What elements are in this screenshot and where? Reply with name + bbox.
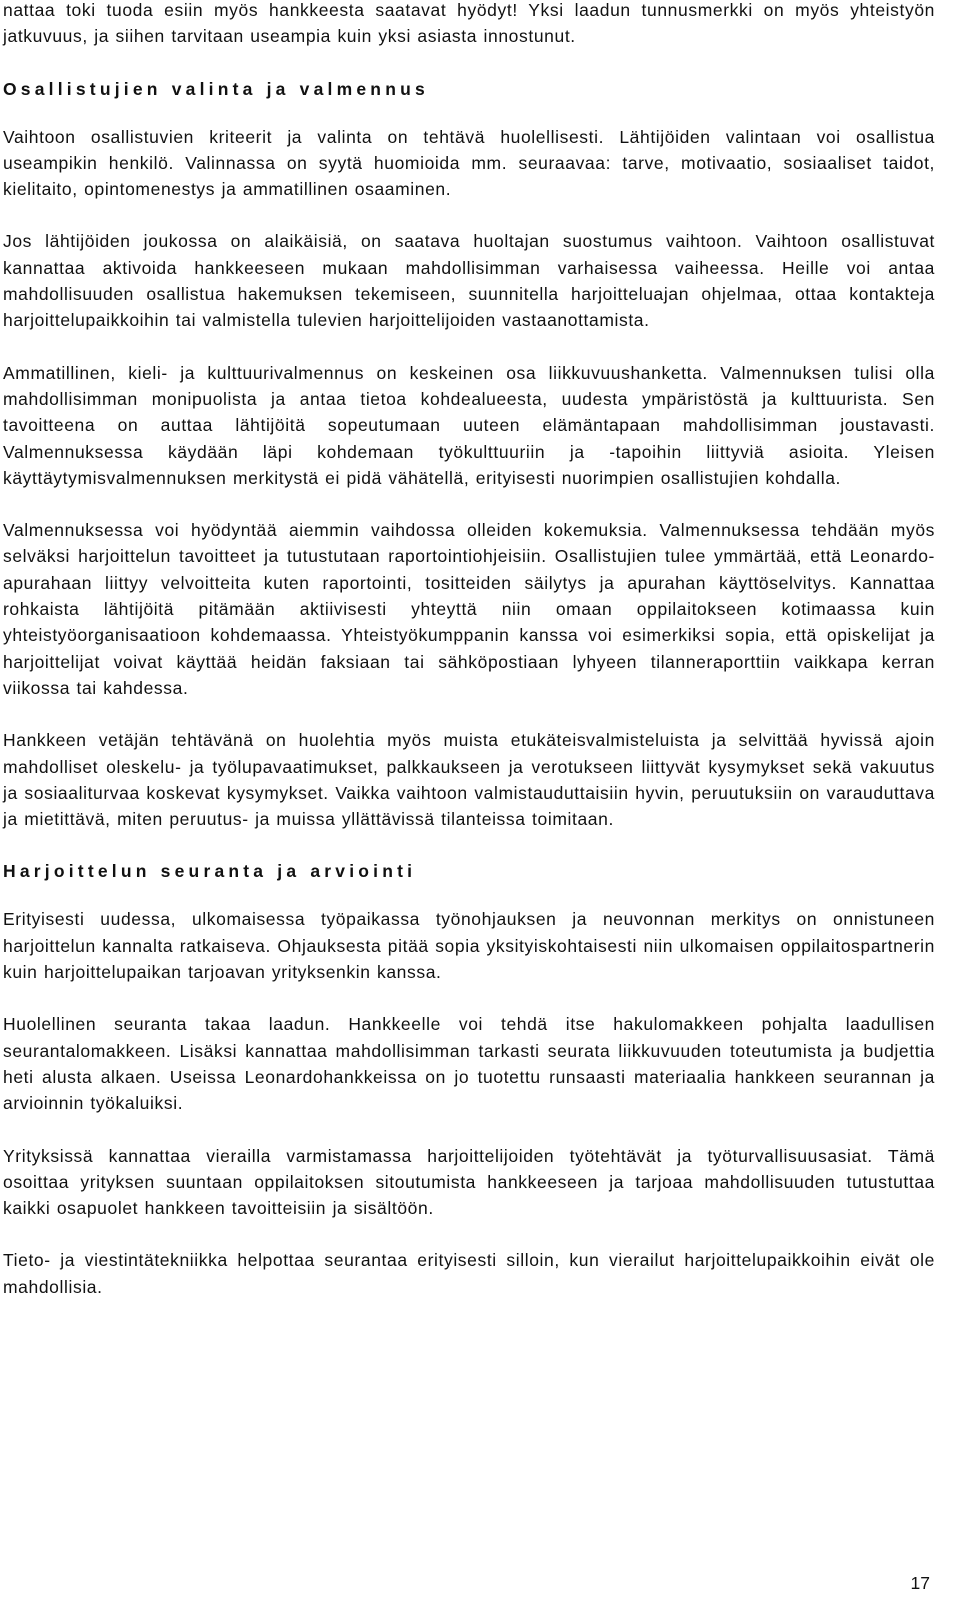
section-heading-participants: Osallistujien valinta ja valmennus xyxy=(3,78,429,99)
paragraph-experiences: Valmennuksessa voi hyödyntää aiemmin vaihdossa olleiden kokemuksia. Valmennuksessa tehdään myös selväksi harjoittelun tavoitteet ja tutustutaan raportointiohjeisiin. Osallistujien tulee ymmärtää, että Leonardo-apurahaan liittyy velvoitteita kuten raportointi, tositteiden säilytys ja apurahan käyttöselvitys. Kannattaa rohkaista lähtijöitä pitämään aktiivisesti yhteyttä niin omaan oppilaitokseen kotimaassa kuin yhteistyöorganisaatioon kohdemaassa. Yhteistyökumppanin kanssa voi esimerkiksi sopia, että opiskelijat ja harjoittelijat voivat käyttää heidän faksiaan tai sähköpostiaan lyhyeen tilanneraporttiin vaikkapa kerran viikossa tai kahdessa. xyxy=(3,520,935,698)
paragraph-guidance: Erityisesti uudessa, ulkomaisessa työpaikassa työnohjauksen ja neuvonnan merkitys on onnistuneen harjoittelun kannalta ratkaiseva. Ohjauksesta pitää sopia yksityiskohtaisesti niin ulkomaisen oppilaitospartnerin kuin harjoittelupaikan tarjoavan yrityksenkin kanssa. xyxy=(3,909,935,983)
paragraph-quality-monitoring: Huolellinen seuranta takaa laadun. Hankkeelle voi tehdä itse hakulomakkeen pohjalta laadullisen seurantalomakkeen. Lisäksi kannattaa mahdollisimman tarkasti seurata liikkuvuuden toteutumista ja budjettia heti alusta alkaen. Useissa Leonardohankkeissa on jo tuotettu runsaasti materiaalia hankkeen seurannan ja arvioinnin työkaluiksi. xyxy=(3,1014,935,1114)
intro-paragraph: nattaa toki tuoda esiin myös hankkeesta saatavat hyödyt! Yksi laadun tunnusmerkki on myös yhteistyön jatkuvuus, ja siihen tarvitaan useampia kuin yksi asiasta innostunut. xyxy=(3,0,935,47)
section-heading-monitoring: Harjoittelun seuranta ja arviointi xyxy=(3,861,417,882)
paragraph-ict: Tieto- ja viestintätekniikka helpottaa seurantaa erityisesti silloin, kun vierailut harjoittelupaikkoihin eivät ole mahdollisia. xyxy=(3,1250,935,1297)
page-number: 17 xyxy=(910,1573,930,1593)
paragraph-minors-consent: Jos lähtijöiden joukossa on alaikäisiä, on saatava huoltajan suostumus vaihtoon. Vaihtoon osallistuvat kannattaa aktivoida hankkeeseen mukaan mahdollisimman varhaisessa vaiheessa. Heille voi antaa mahdollisuuden osallistua hakemuksen tekemiseen, suunnitella harjoitteluajan ohjelmaa, ottaa kontakteja harjoittelupaikkoihin tai valmistella tulevien harjoittelijoiden vastaanottamista. xyxy=(3,231,935,331)
paragraph-training: Ammatillinen, kieli- ja kulttuurivalmennus on keskeinen osa liikkuvuushanketta. Valmennuksen tulisi olla mahdollisimman monipuolista ja antaa tietoa kohdealueesta, uudesta ympäristöstä ja kulttuurista. Sen tavoitteena on auttaa lähtijöitä sopeutumaan uuteen elämäntapaan mahdollisimman joustavasti. Valmennuksessa käydään läpi kohdemaan työkulttuuriin ja -tapoihin liittyviä asioita. Yleisen käyttäytymisvalmennuksen merkitystä ei pidä vähätellä, erityisesti nuorimpien osallistujien kohdalla. xyxy=(3,362,935,488)
paragraph-project-leader: Hankkeen vetäjän tehtävänä on huolehtia myös muista etukäteisvalmisteluista ja selvittää hyvissä ajoin mahdolliset oleskelu- ja työlupavaatimukset, palkkaukseen ja verotukseen liittyvät kysymykset sekä vakuutus ja sosiaaliturvaa koskevat kysymykset. Vaikka vaihtoon valmistauduttaisiin hyvin, peruutuksiin on varauduttava ja mietittävä, miten peruutus- ja muissa yllättävissä tilanteissa toimitaan. xyxy=(3,730,935,830)
paragraph-company-visits: Yrityksissä kannattaa vierailla varmistamassa harjoittelijoiden työtehtävät ja työturvallisuusasiat. Tämä osoittaa yrityksen suuntaan oppilaitoksen sitoutumista hankkeeseen ja tarjoaa mahdollisuuden tutustuttaa kaikki osapuolet hankkeen tavoitteisiin ja sisältöön. xyxy=(3,1145,935,1219)
document-page xyxy=(3,0,935,1326)
paragraph-selection-criteria: Vaihtoon osallistuvien kriteerit ja valinta on tehtävä huolellisesti. Lähtijöiden valintaan voi osallistua useampikin henkilö. Valinnassa on syytä huomioida mm. seuraavaa: tarve, motivaatio, sosiaaliset taidot, kielitaito, opintomenestys ja ammatillinen osaaminen. xyxy=(3,126,935,200)
